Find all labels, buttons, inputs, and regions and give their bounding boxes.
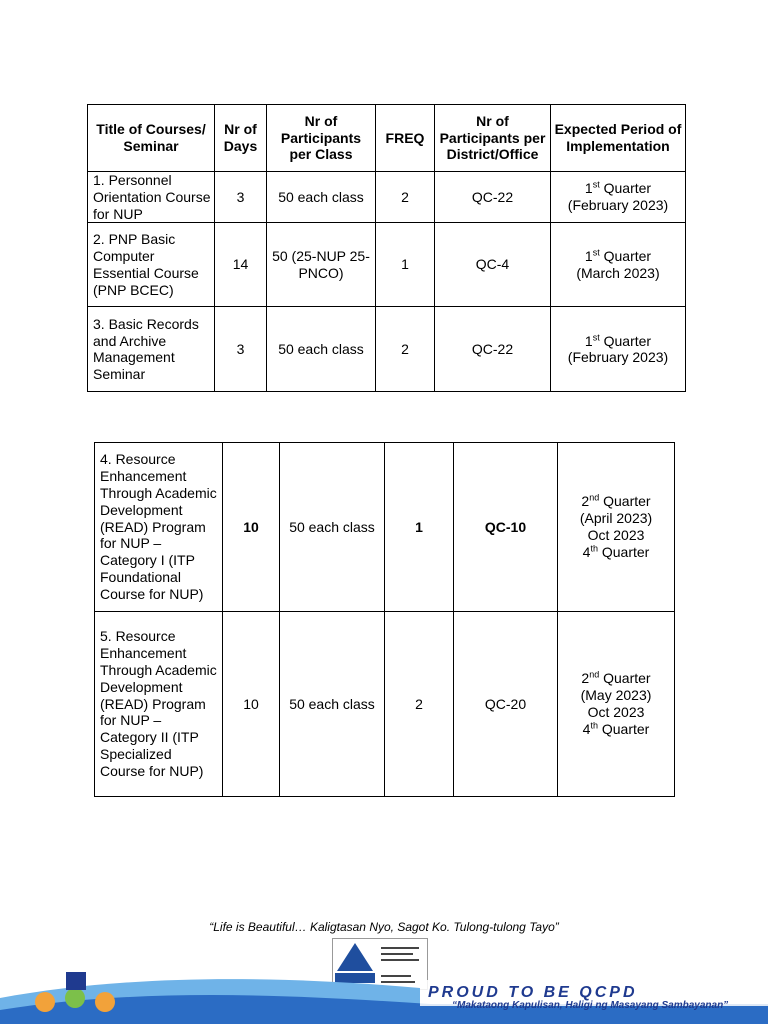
course-title: 5. Resource Enhancement Through Academic Development (READ) Program for NUP – Category II (ITP Specialized Course for NUP) <box>95 612 223 797</box>
participants-per-district: QC-20 <box>454 612 558 797</box>
frequency: 2 <box>385 612 454 797</box>
footer-motto: “Life is Beautiful… Kaligtasan Nyo, Sagot Ko. Tulong-tulong Tayo” <box>209 920 559 934</box>
frequency: 2 <box>376 307 435 392</box>
participants-per-class: 50 (25-NUP 25-PNCO) <box>267 223 376 307</box>
header-freq: FREQ <box>376 105 435 172</box>
participants-per-class: 50 each class <box>267 172 376 223</box>
table-row <box>95 443 675 612</box>
tuv-triangle-icon <box>337 943 373 971</box>
nr-of-days: 3 <box>215 172 267 223</box>
table-row <box>88 307 686 392</box>
frequency: 1 <box>376 223 435 307</box>
castle-logo-icon <box>66 972 86 990</box>
figure-orange-icon <box>95 992 115 1012</box>
frequency: 2 <box>376 172 435 223</box>
table-row <box>88 172 686 223</box>
participants-per-district: QC-22 <box>435 172 551 223</box>
cert-text-line <box>381 959 419 961</box>
implementation-period: 1st Quarter (March 2023) <box>551 223 686 307</box>
participants-per-district: QC-4 <box>435 223 551 307</box>
training-schedule-table-2 <box>94 442 675 797</box>
participants-per-class: 50 each class <box>267 307 376 392</box>
brand-slogan: PROUD TO BE QCPD <box>428 984 638 1001</box>
implementation-period: 1st Quarter (February 2023) <box>551 307 686 392</box>
header-days: Nr of Days <box>215 105 267 172</box>
implementation-period: 1st Quarter (February 2023) <box>551 172 686 223</box>
implementation-period: 2nd Quarter (April 2023) Oct 2023 4th Quarter <box>558 443 675 612</box>
table-row <box>95 612 675 797</box>
training-schedule-table-1 <box>87 104 686 392</box>
participants-per-district: QC-10 <box>454 443 558 612</box>
figure-orange-icon <box>35 992 55 1012</box>
frequency: 1 <box>385 443 454 612</box>
brand-tagline: “Makataong Kapulisan, Haligi ng Masayang Sambayanan” <box>452 1000 729 1011</box>
course-title: 1. Personnel Orientation Course for NUP <box>88 172 215 223</box>
cert-text-line <box>381 953 413 955</box>
nr-of-days: 14 <box>215 223 267 307</box>
course-title: 2. PNP Basic Computer Essential Course (PNP BCEC) <box>88 223 215 307</box>
participants-per-class: 50 each class <box>280 443 385 612</box>
nr-of-days: 10 <box>223 612 280 797</box>
implementation-period: 2nd Quarter (May 2023) Oct 2023 4th Quarter <box>558 612 675 797</box>
header-title: Title of Courses/ Seminar <box>88 105 215 172</box>
table-row <box>88 223 686 307</box>
header-per-district: Nr of Participants per District/Office <box>435 105 551 172</box>
nr-of-days: 10 <box>223 443 280 612</box>
table-header-row <box>88 105 686 172</box>
figure-green-icon <box>65 988 85 1008</box>
header-period: Expected Period of Implementation <box>551 105 686 172</box>
cert-text-line <box>381 947 419 949</box>
course-title: 3. Basic Records and Archive Management Seminar <box>88 307 215 392</box>
header-per-class: Nr of Participants per Class <box>267 105 376 172</box>
nr-of-days: 3 <box>215 307 267 392</box>
footer-banner <box>0 968 768 1024</box>
course-title: 4. Resource Enhancement Through Academic Development (READ) Program for NUP – Category I (ITP Foundational Course for NUP) <box>95 443 223 612</box>
participants-per-class: 50 each class <box>280 612 385 797</box>
participants-per-district: QC-22 <box>435 307 551 392</box>
